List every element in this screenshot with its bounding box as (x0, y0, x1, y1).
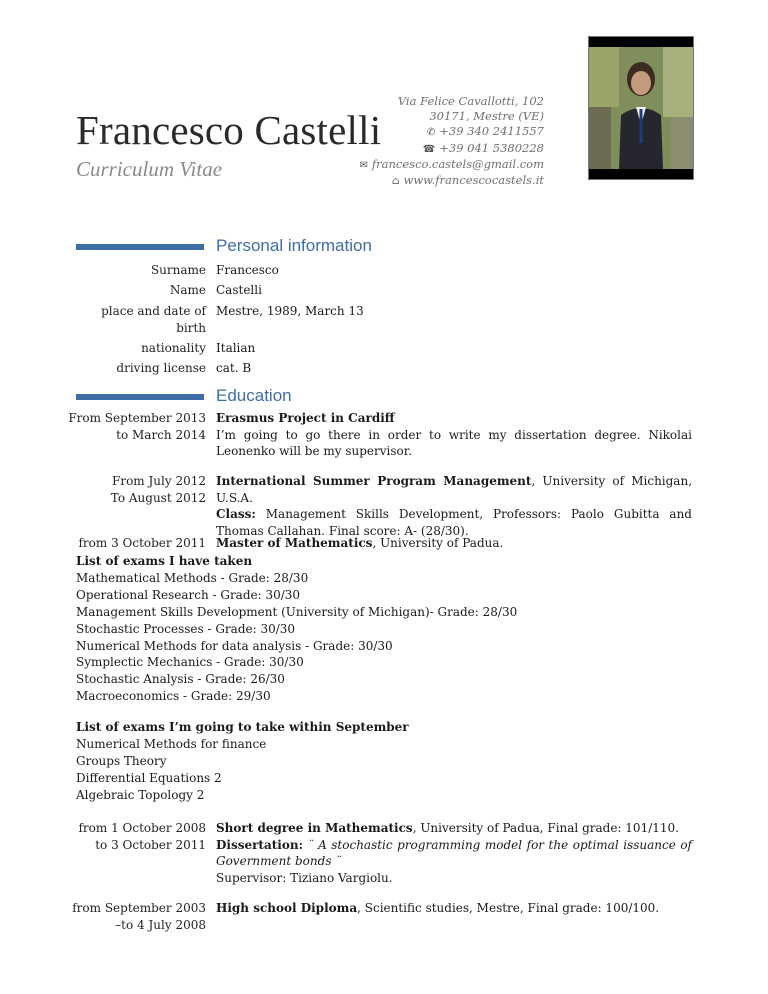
info-value: Mestre, 1989, March 13 (216, 304, 364, 318)
address-line-1: Via Felice Cavallotti, 102 (397, 94, 544, 108)
edu-description: I’m going to go there in order to write my dissertation degree. Nikolai Leonenko will be my supervisor. (216, 427, 692, 458)
list-item: Management Skills Development (University of Michigan)- Grade: 28/30 (76, 604, 518, 619)
edu-date (56, 900, 206, 933)
info-value: Castelli (216, 283, 262, 297)
edu-date-line: –to 4 July 2008 (115, 917, 206, 932)
contact-block (360, 94, 544, 189)
exams-future-list (76, 719, 692, 804)
info-label: Surname (150, 263, 206, 277)
edu-title: Master of Mathematics (216, 536, 373, 550)
edu-title: High school Diploma (216, 901, 358, 915)
home-icon: ⌂ (391, 176, 400, 188)
section-title: Education (216, 386, 292, 405)
email-address[interactable]: francesco.castels@gmail.com (371, 156, 544, 171)
list-item: Stochastic Analysis - Grade: 26/30 (76, 672, 285, 687)
list-item: Stochastic Processes - Grade: 30/30 (76, 621, 296, 636)
edu-details (216, 410, 692, 460)
list-item: Mathematical Methods - Grade: 28/30 (76, 570, 309, 585)
edu-class-text: Management Skills Development, Professors: Paolo Gubitta and Thomas Callahan. Final score: A- (28/30). (216, 507, 692, 538)
section-rule (76, 244, 204, 250)
mobile-phone-icon: ✆ (426, 127, 436, 139)
telephone-icon: ☎ (422, 143, 436, 155)
edu-institution: , Scientific studies, Mestre, Final grade: 100/100. (357, 901, 660, 915)
list-item: Groups Theory (76, 753, 167, 768)
edu-title: Short degree in Mathematics (216, 821, 413, 835)
edu-institution: , University of Michigan, U.S.A. (216, 474, 693, 505)
list-heading: List of exams I have taken (76, 554, 253, 568)
profile-photo (588, 36, 694, 180)
edu-date-line: to 3 October 2011 (95, 837, 206, 852)
mobile-number: +39 340 2411557 (439, 124, 544, 139)
edu-details (216, 900, 692, 917)
section-rule (76, 394, 204, 400)
edu-dissertation-title: ¨ A stochastic programming model for the optimal issuance of Government bonds ¨ (216, 837, 692, 868)
info-label: nationality (141, 341, 206, 355)
edu-class-label: Class: (216, 507, 256, 521)
mobile-row (360, 124, 544, 140)
edu-date-line: from September 2003 (72, 901, 206, 915)
info-value: Francesco (216, 263, 279, 277)
edu-details (216, 535, 692, 552)
edu-dissertation-label: Dissertation: (216, 837, 304, 852)
edu-institution: , University of Padua. (372, 536, 504, 550)
info-label: Name (169, 283, 206, 297)
list-item: Differential Equations 2 (76, 770, 222, 785)
phone-row (360, 141, 544, 157)
list-item: Macroeconomics - Grade: 29/30 (76, 689, 271, 704)
website-link[interactable]: www.francescocastels.it (403, 173, 544, 188)
info-label: place and date of birth (101, 304, 206, 335)
section-title: Personal information (216, 236, 372, 255)
list-item: Numerical Methods for data analysis - Grade: 30/30 (76, 638, 393, 653)
edu-details (216, 473, 692, 539)
cv-subtitle: Curriculum Vitae (76, 157, 223, 181)
profile-photo-graphic (589, 37, 693, 179)
edu-supervisor: Supervisor: Tiziano Vargiolu. (216, 870, 393, 885)
edu-date (56, 820, 206, 853)
edu-details (216, 820, 692, 886)
phone-number: +39 041 5380228 (439, 140, 544, 155)
edu-date-line: from 1 October 2008 (78, 821, 206, 835)
exams-taken-list (76, 553, 692, 705)
list-heading: List of exams I’m going to take within September (76, 720, 409, 734)
list-item: Algebraic Topology 2 (76, 787, 205, 802)
envelope-icon: ✉ (359, 159, 368, 171)
edu-date: from 3 October 2011 (78, 536, 206, 550)
list-item: Symplectic Mechanics - Grade: 30/30 (76, 655, 304, 670)
email-row[interactable] (360, 157, 544, 173)
edu-institution: , University of Padua, Final grade: 101/110. (412, 821, 679, 835)
address-line-2: 30171, Mestre (VE) (429, 109, 544, 124)
list-item: Operational Research - Grade: 30/30 (76, 587, 301, 602)
cv-name: Francesco Castelli (76, 107, 382, 153)
edu-title: Erasmus Project in Cardiff (216, 411, 395, 425)
list-item: Numerical Methods for finance (76, 736, 267, 751)
edu-title: International Summer Program Management (216, 474, 532, 488)
edu-date: From September 2013 to March 2014 (68, 411, 206, 442)
website-row[interactable] (360, 173, 544, 189)
edu-date: From July 2012 To August 2012 (110, 474, 206, 505)
info-label: driving license (116, 361, 206, 375)
info-value: Italian (216, 341, 256, 355)
info-value: cat. B (216, 361, 252, 375)
